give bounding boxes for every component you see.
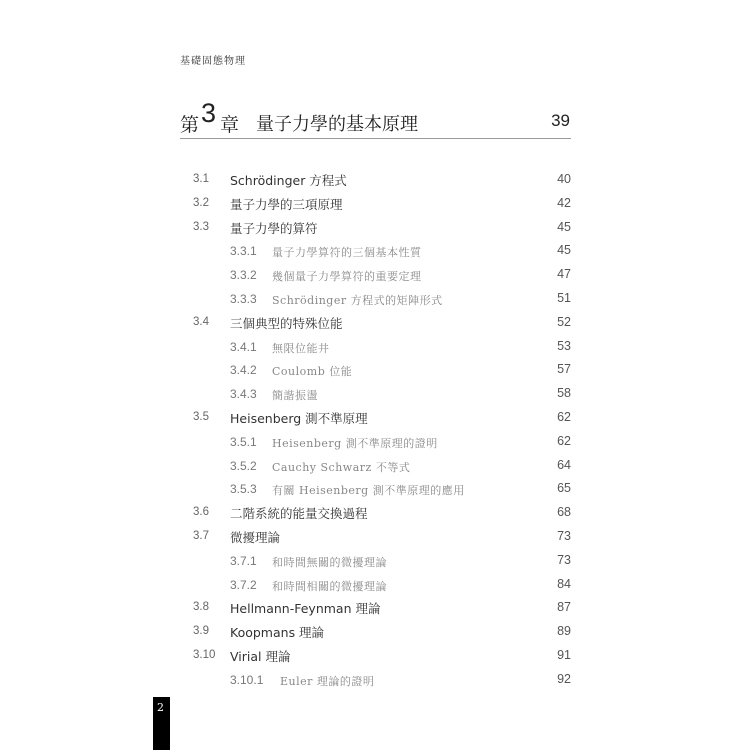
toc-entry-page: 53 — [557, 338, 571, 353]
toc-entry-page: 62 — [557, 409, 571, 424]
toc-entry-title: 量子力學的算符 — [230, 220, 318, 236]
toc-entry — [0, 313, 750, 337]
toc-entry-title: 二階系統的能量交換過程 — [230, 506, 368, 522]
toc-entry-title: 三個典型的特殊位能 — [230, 315, 343, 331]
toc-entry-page: 45 — [557, 243, 571, 258]
toc-entry — [0, 218, 750, 242]
toc-entry-page: 73 — [557, 528, 571, 543]
toc-entry — [0, 408, 750, 432]
toc-entry — [0, 337, 750, 361]
toc-entry-title: Cauchy Schwarz 不等式 — [272, 460, 411, 474]
toc-entry-title: 量子力學的三項原理 — [230, 196, 343, 212]
toc-entry — [0, 670, 750, 694]
chapter-page-number: 39 — [551, 111, 570, 130]
toc-entry-number: 3.7.1 — [230, 553, 257, 568]
toc-entry-title: 量子力學算符的三個基本性質 — [272, 246, 422, 260]
toc-entry — [0, 479, 750, 503]
toc-entry-page: 52 — [557, 314, 571, 329]
toc-entry — [0, 241, 750, 265]
toc-entry-page: 58 — [557, 386, 571, 401]
toc-entry-page: 40 — [557, 172, 571, 186]
toc-entry-page: 87 — [557, 600, 571, 615]
toc-entry-title: 有關 Heisenberg 測不準原理的應用 — [272, 484, 465, 498]
toc-entry-page: 51 — [557, 290, 571, 305]
page-number: 2 — [157, 701, 164, 714]
toc-entry-title: Coulomb 位能 — [272, 365, 353, 379]
toc-entry-number: 3.4.1 — [230, 339, 257, 354]
chapter-suffix: 章 — [220, 114, 240, 136]
toc-entry-number: 3.5.3 — [230, 482, 257, 497]
chapter-divider — [180, 138, 571, 139]
toc-entry-title: Virial 理論 — [230, 648, 291, 664]
toc-entry-title: 無限位能井 — [272, 341, 330, 355]
toc-entry-page: 65 — [557, 481, 571, 496]
toc-entry-page: 91 — [557, 647, 571, 662]
toc-entry — [0, 265, 750, 289]
toc-entry-page: 73 — [557, 552, 571, 567]
toc-entry — [0, 432, 750, 456]
table-of-contents — [0, 170, 750, 694]
toc-entry-number: 3.3.3 — [230, 291, 257, 306]
toc-entry-page: 64 — [557, 457, 571, 472]
toc-entry-number: 3.7 — [193, 529, 209, 542]
toc-entry-number: 3.7.2 — [230, 577, 257, 592]
toc-entry-title: 簡諧振盪 — [272, 389, 318, 403]
toc-entry-title: Heisenberg 測不準原理 — [230, 410, 368, 426]
toc-entry-number: 3.1 — [193, 173, 209, 185]
toc-entry — [0, 622, 750, 646]
toc-entry — [0, 503, 750, 527]
toc-entry-number: 3.9 — [193, 625, 209, 638]
toc-entry-number: 3.4.2 — [230, 363, 257, 378]
toc-entry-page: 47 — [557, 267, 571, 282]
toc-entry — [0, 575, 750, 599]
toc-entry — [0, 360, 750, 384]
toc-entry-number: 3.5.2 — [230, 458, 257, 473]
toc-entry-number: 3.4.3 — [230, 387, 257, 402]
toc-entry-number: 3.3 — [193, 220, 209, 233]
chapter-title: 量子力學的基本原理 — [256, 114, 418, 135]
toc-entry-page: 89 — [557, 624, 571, 639]
toc-entry-number: 3.6 — [193, 506, 209, 519]
toc-entry — [0, 170, 750, 194]
toc-entry-title: 和時間相關的微擾理論 — [272, 579, 387, 593]
toc-entry — [0, 384, 750, 408]
toc-entry — [0, 456, 750, 480]
toc-entry-page: 45 — [557, 219, 571, 234]
toc-entry-number: 3.8 — [193, 601, 209, 614]
toc-entry — [0, 194, 750, 218]
toc-entry-number: 3.2 — [193, 196, 209, 209]
toc-entry — [0, 551, 750, 575]
toc-entry-title: Koopmans 理論 — [230, 625, 325, 641]
toc-entry-page: 84 — [557, 576, 571, 591]
toc-entry-number: 3.4 — [193, 315, 209, 328]
toc-entry-page: 57 — [557, 362, 571, 377]
toc-entry — [0, 598, 750, 622]
toc-entry-number: 3.3.2 — [230, 268, 257, 283]
toc-entry-title: 幾個量子力學算符的重要定理 — [272, 270, 422, 284]
page-number-tab — [153, 697, 170, 750]
toc-entry — [0, 646, 750, 670]
chapter-heading — [180, 98, 572, 138]
running-head: 基礎固態物理 — [180, 56, 246, 67]
toc-entry-title: 和時間無關的微擾理論 — [272, 555, 387, 569]
toc-entry-page: 92 — [557, 671, 571, 686]
toc-entry-number: 3.10 — [193, 648, 216, 661]
toc-entry-title: Hellmann-Feynman 理論 — [230, 601, 381, 617]
toc-entry — [0, 289, 750, 313]
toc-entry — [0, 527, 750, 551]
chapter-prefix: 第 — [180, 114, 200, 136]
toc-entry-title: Heisenberg 測不準原理的證明 — [272, 436, 438, 450]
toc-entry-page: 62 — [557, 433, 571, 448]
toc-entry-number: 3.10.1 — [230, 672, 264, 687]
toc-entry-number: 3.5 — [193, 410, 209, 423]
toc-entry-number: 3.3.1 — [230, 244, 257, 259]
toc-entry-number: 3.5.1 — [230, 434, 257, 449]
toc-entry-page: 68 — [557, 505, 571, 520]
toc-entry-title: Schrödinger 方程式 — [230, 173, 347, 188]
toc-entry-title: Euler 理論的證明 — [280, 674, 375, 688]
chapter-number: 3 — [201, 98, 217, 128]
toc-entry-title: Schrödinger 方程式的矩陣形式 — [272, 293, 443, 307]
toc-entry-title: 微擾理論 — [230, 529, 281, 545]
toc-entry-page: 42 — [557, 195, 571, 210]
